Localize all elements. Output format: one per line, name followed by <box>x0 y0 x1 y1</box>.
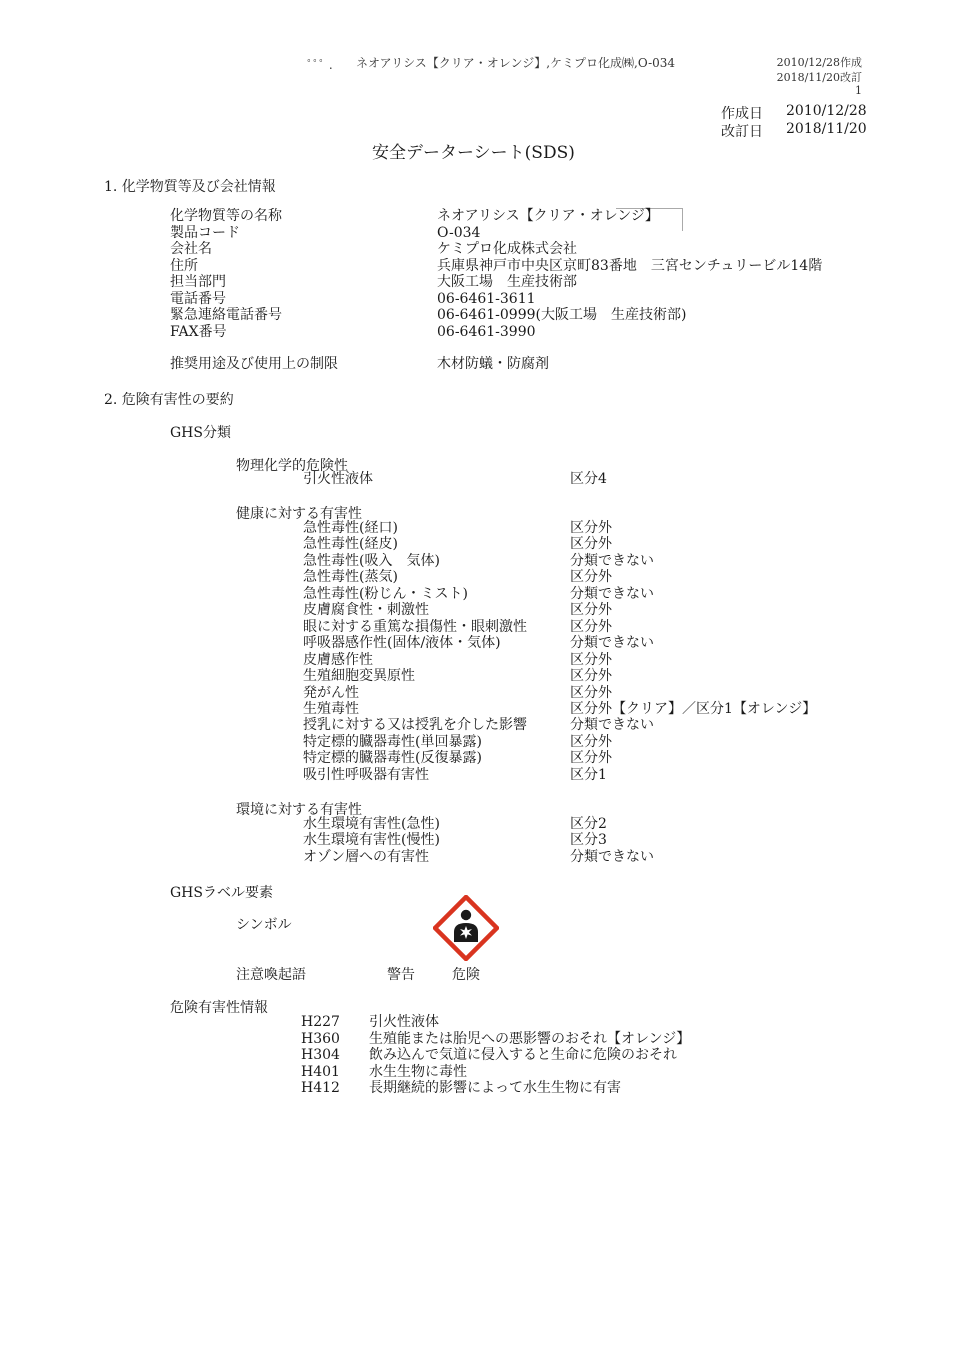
hazard-statement-text: 長期継続的影響によって水生生物に有害 <box>369 1080 621 1096</box>
hazard-class-label: 特定標的臓器毒性(反復暴露) <box>303 750 482 767</box>
hazard-category-value: 分類できない <box>570 848 654 865</box>
hazard-class-label: オゾン層への有害性 <box>303 848 429 865</box>
signal-word-warning: 警告 <box>387 967 415 983</box>
company-info-label: 緊急連絡電話番号 <box>170 307 282 323</box>
hazard-statement-code: H412 <box>301 1080 340 1096</box>
pictogram-head <box>461 910 471 920</box>
hazard-class-label: 呼吸器感作性(固体/液体・気体) <box>303 635 501 652</box>
company-info-value: 06-6461-3990 <box>437 323 536 340</box>
hazard-statement-code: H401 <box>301 1063 340 1080</box>
hazard-class-label: 急性毒性(蒸気) <box>303 569 398 586</box>
company-info-label: FAX番号 <box>170 323 227 340</box>
hazard-category-value: 分類できない <box>570 717 654 734</box>
section1-heading: 1. 化学物質等及び会社情報 <box>104 179 276 195</box>
hazard-category-value: 区分外 <box>570 569 612 586</box>
recommended-use-label: 推奨用途及び使用上の制限 <box>170 356 338 372</box>
hazard-class-label: 特定標的臓器毒性(単回暴露) <box>303 733 482 750</box>
company-info-label: 化学物質等の名称 <box>170 208 282 224</box>
header-created-stamp: 2010/12/28作成 <box>776 56 862 69</box>
hazard-class-label: 生殖毒性 <box>303 700 359 717</box>
hazard-category-value: 分類できない <box>570 635 654 652</box>
hazard-category-value: 区分外 <box>570 684 612 701</box>
hazard-category-value: 区分外 <box>570 668 612 685</box>
hazard-category-value: 区分1 <box>570 766 607 783</box>
hazard-class-label: 急性毒性(経皮) <box>303 536 398 553</box>
hazard-class-label: 皮膚感作性 <box>303 651 373 668</box>
hazard-category-value: 区分外 <box>570 520 612 536</box>
hazard-class-label: 眼に対する重篤な損傷性・眼刺激性 <box>303 618 527 635</box>
ghs-label-elements-heading: GHSラベル要素 <box>170 885 273 901</box>
hazard-class-label: 急性毒性(粉じん・ミスト) <box>303 585 468 602</box>
hazard-class-label: 吸引性呼吸器有害性 <box>303 766 429 783</box>
hazard-statement-text: 水生生物に毒性 <box>369 1063 467 1080</box>
hazard-statement-text: 生殖能または胎児への悪影響のおそれ【オレンジ】 <box>369 1030 691 1047</box>
company-info-label: 会社名 <box>170 241 212 257</box>
hazard-category-value: 区分外 <box>570 536 612 553</box>
company-info-label: 住所 <box>170 257 198 274</box>
company-info-value: 大阪工場 生産技術部 <box>437 274 577 290</box>
physical-hazards-heading: 物理化学的危険性 <box>236 458 348 474</box>
created-date-value: 2010/12/28 <box>786 103 867 119</box>
hazard-statement-text: 飲み込んで気道に侵入すると生命に危険のおそれ <box>369 1047 677 1063</box>
company-info-label: 担当部門 <box>170 274 226 290</box>
hazard-category-value: 区分2 <box>570 816 607 832</box>
page-title: 安全データーシート(SDS) <box>372 143 575 163</box>
hazard-statement-code: H227 <box>301 1014 340 1030</box>
hazard-category-value: 区分外【クリア】／区分1【オレンジ】 <box>570 700 817 717</box>
hazard-statement-code: H360 <box>301 1030 340 1047</box>
hazard-category-value: 分類できない <box>570 552 654 569</box>
company-info-value: ネオアリシス【クリア・オレンジ】 <box>437 208 659 224</box>
hazard-category-value: 区分外 <box>570 651 612 668</box>
hazard-class-label: 水生環境有害性(急性) <box>303 816 440 832</box>
revised-date-label: 改訂日 <box>721 124 763 140</box>
hazard-category-value: 区分3 <box>570 832 607 849</box>
created-date-label: 作成日 <box>721 106 763 122</box>
environmental-hazards-heading: 環境に対する有害性 <box>236 802 362 818</box>
company-info-value: 06-6461-3611 <box>437 290 536 307</box>
header-revised-stamp: 2018/11/20改訂 <box>776 71 862 84</box>
header-dots: ﾟﾟﾟ . <box>307 58 333 72</box>
hazard-category-value: 区分外 <box>570 733 612 750</box>
hazard-category-value: 区分外 <box>570 602 612 619</box>
hazard-category-value: 分類できない <box>570 585 654 602</box>
hazard-category-value: 区分外 <box>570 618 612 635</box>
section2-heading: 2. 危険有害性の要約 <box>104 392 234 408</box>
company-info-value: 06-6461-0999(大阪工場 生産技術部) <box>437 307 687 323</box>
hazard-statement-code: H304 <box>301 1047 340 1063</box>
signal-word-danger: 危険 <box>452 967 480 983</box>
company-info-value: O-034 <box>437 224 481 241</box>
hazard-class-label: 引火性液体 <box>303 471 373 487</box>
recommended-use-value: 木材防蟻・防腐剤 <box>437 356 549 372</box>
hazard-class-label: 急性毒性(経口) <box>303 520 398 536</box>
hazard-information-heading: 危険有害性情報 <box>170 1000 268 1016</box>
ghs-classification-label: GHS分類 <box>170 425 231 441</box>
symbol-label: シンボル <box>236 917 292 933</box>
hazard-class-label: 急性毒性(吸入 気体) <box>303 552 440 569</box>
company-info-label: 製品コード <box>170 224 240 241</box>
hazard-class-label: 生殖細胞変異原性 <box>303 668 415 685</box>
company-info-value: ケミプロ化成株式会社 <box>437 241 577 257</box>
header-document-line: ネオアリシス【クリア・オレンジ】,ケミプロ化成㈱,O-034 <box>356 56 676 70</box>
company-info-value: 兵庫県神戸市中央区京町83番地 三宮センチュリービル14階 <box>437 257 823 274</box>
hazard-class-label: 皮膚腐食性・刺激性 <box>303 602 429 619</box>
revised-date-value: 2018/11/20 <box>786 121 867 137</box>
signal-word-label: 注意喚起語 <box>236 967 306 983</box>
health-hazard-pictogram-icon <box>433 895 499 961</box>
hazard-class-label: 発がん性 <box>303 684 359 701</box>
hazard-class-label: 水生環境有害性(慢性) <box>303 832 440 849</box>
hazard-statement-text: 引火性液体 <box>369 1014 439 1030</box>
hazard-class-label: 授乳に対する又は授乳を介した影響 <box>303 717 527 734</box>
company-info-label: 電話番号 <box>170 290 226 307</box>
hazard-category-value: 区分4 <box>570 471 607 487</box>
page-number: 1 <box>855 84 862 97</box>
hazard-category-value: 区分外 <box>570 750 612 767</box>
health-hazards-heading: 健康に対する有害性 <box>236 506 362 522</box>
